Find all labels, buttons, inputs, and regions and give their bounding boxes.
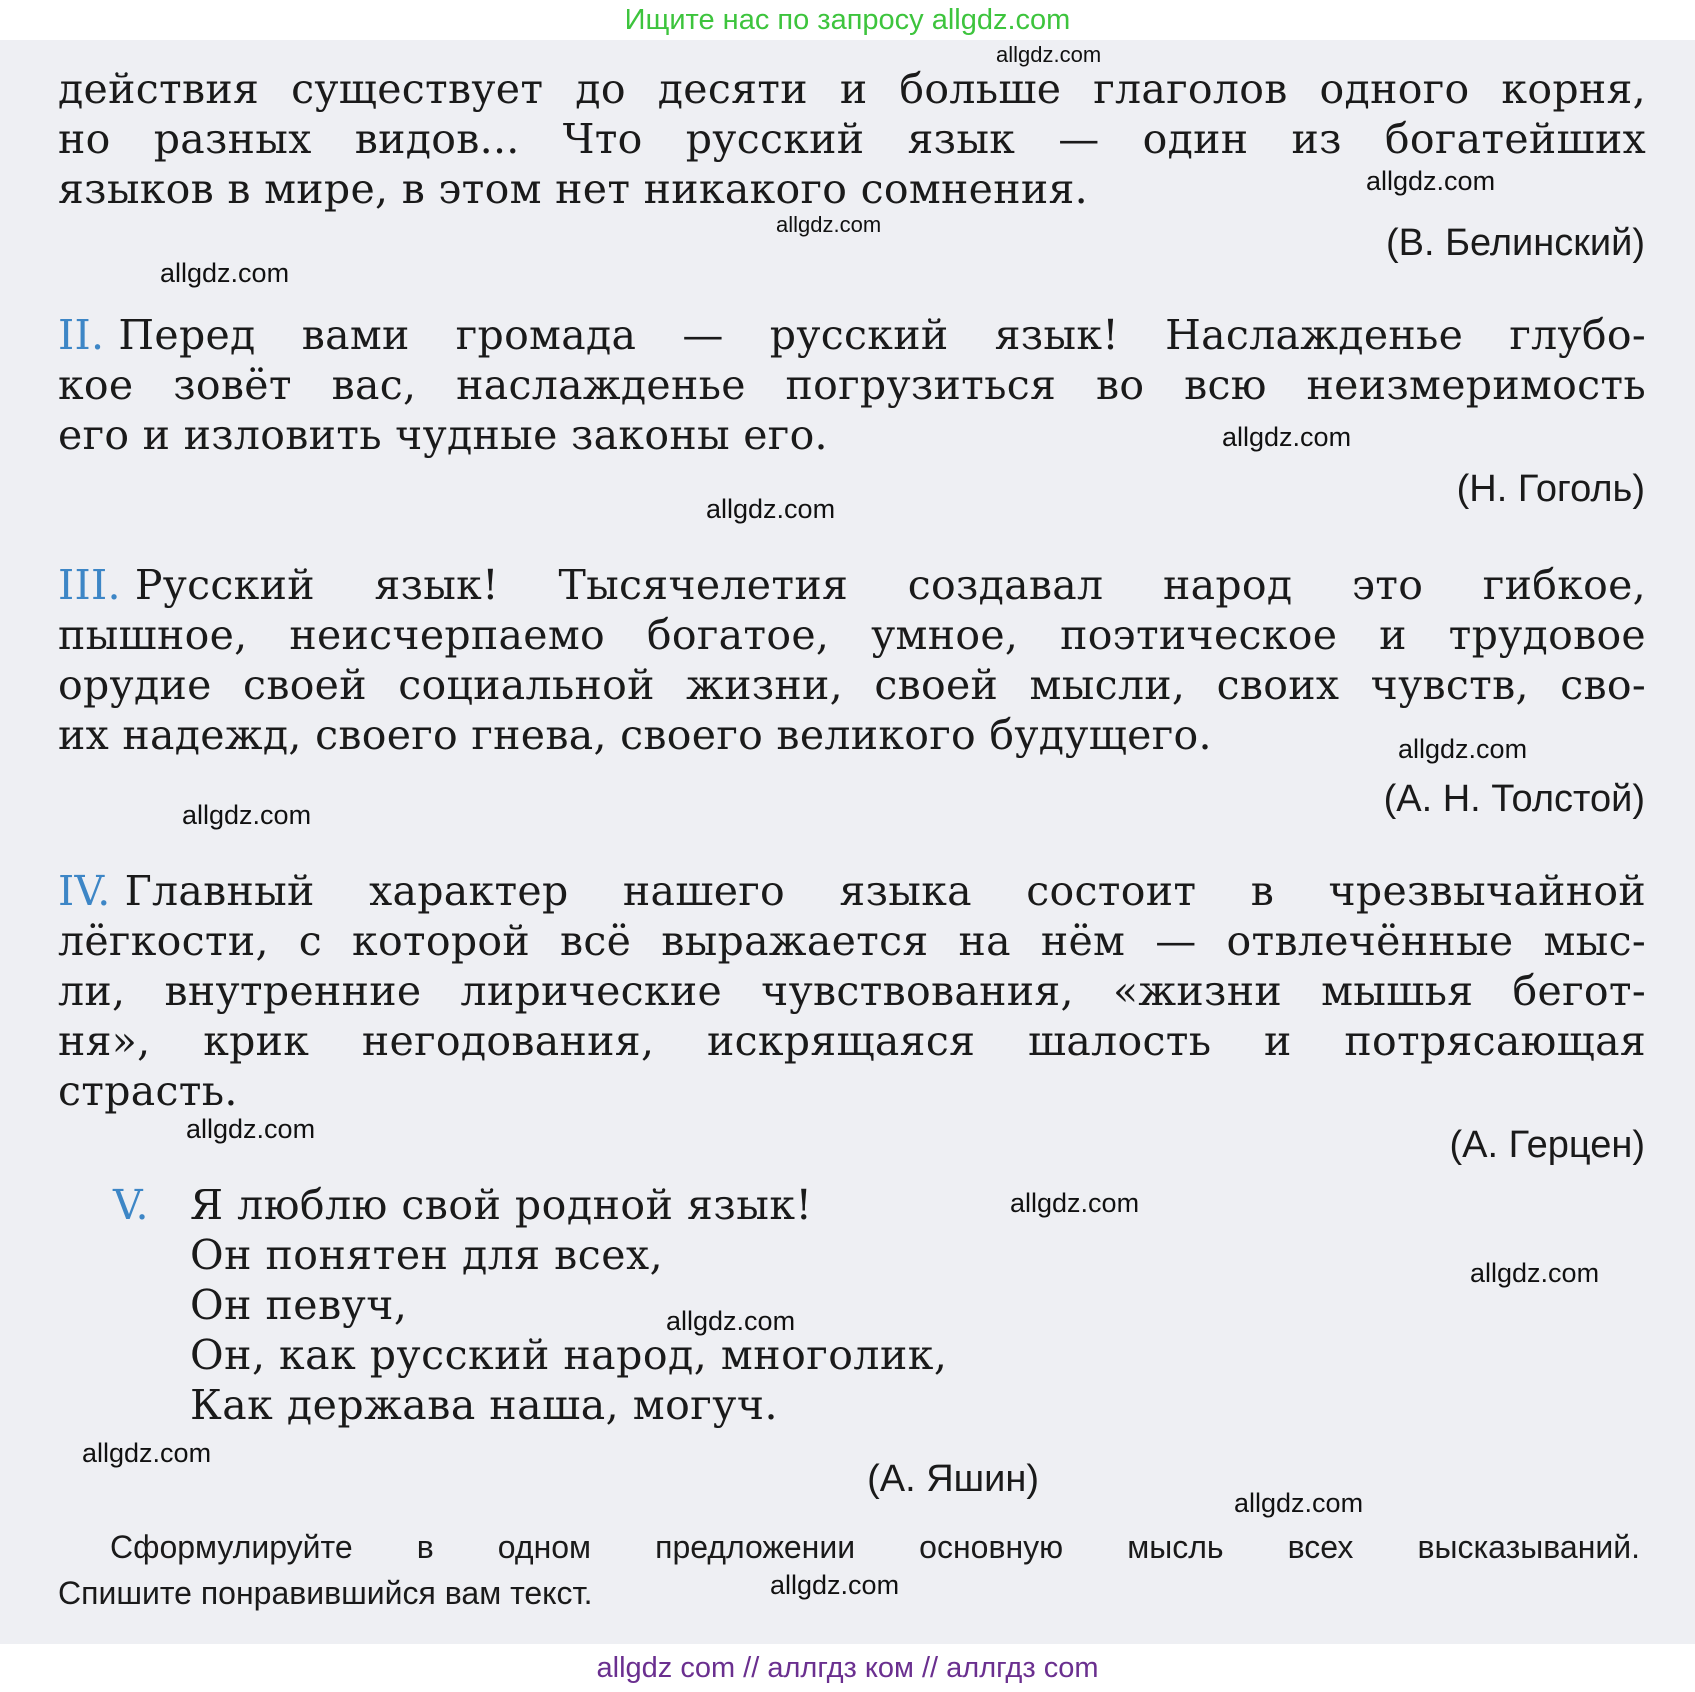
quote-4-numeral: IV. <box>58 867 111 915</box>
watermark: allgdz.com <box>776 212 882 237</box>
bottom-banner: allgdz com // аллгдз ком // аллгдз com <box>0 1644 1695 1692</box>
quote-2-author: (Н. Гоголь) <box>1456 468 1645 510</box>
quote-4-line-1 <box>58 866 1646 916</box>
top-banner: Ищите нас по запросу allgdz.com <box>0 0 1695 40</box>
quote-3-author: (А. Н. Толстой) <box>1383 778 1645 820</box>
quote-2-line-1 <box>58 310 1646 360</box>
watermark: allgdz.com <box>1398 734 1528 764</box>
watermark: allgdz.com <box>82 1438 212 1468</box>
quote-4-line-2: лёгкости, с которой всё выражается на нём — отвлечённые мыс- <box>58 917 1646 965</box>
watermark: allgdz.com <box>1470 1258 1600 1288</box>
quote-4-author: (А. Герцен) <box>1449 1124 1645 1166</box>
poem-line-4: Он, как русский народ, многолик, <box>190 1331 948 1379</box>
quote-4-line-3: ли, внутренние лирические чувствования, «жизни мышья бегот- <box>58 967 1646 1015</box>
quote-2-numeral: II. <box>58 311 105 359</box>
watermark: allgdz.com <box>182 800 312 830</box>
quote-3-line-4: их надежд, своего гнева, своего великого будущего. <box>58 711 1212 759</box>
watermark: allgdz.com <box>770 1570 900 1600</box>
quote-4-line-1-text: Главный характер нашего языка состоит в чрезвычайной <box>124 867 1646 915</box>
poem-line-2: Он понятен для всех, <box>190 1231 664 1279</box>
watermark: allgdz.com <box>1234 1488 1364 1518</box>
poem-line-3: Он певуч, <box>190 1281 408 1329</box>
quote-2-line-1-text: Перед вами громада — русский язык! Наслажденье глубо- <box>118 311 1646 359</box>
quote-3-line-1-text: Русский язык! Тысячелетия создавал народ это гибкое, <box>134 561 1646 609</box>
poem-line-5: Как держава наша, могуч. <box>190 1381 779 1429</box>
poem-author: (А. Яшин) <box>867 1458 1039 1500</box>
watermark: allgdz.com <box>1222 422 1352 452</box>
poem-line-1: Я люблю свой родной язык! <box>190 1181 813 1229</box>
watermark: allgdz.com <box>160 258 290 288</box>
watermark: allgdz.com <box>996 42 1102 67</box>
quote-3-line-2: пышное, неисчерпаемо богатое, умное, поэтическое и трудовое <box>58 611 1646 659</box>
watermark: allgdz.com <box>1366 166 1496 196</box>
watermark: allgdz.com <box>666 1306 796 1336</box>
poem-numeral: V. <box>113 1181 149 1229</box>
quote-1-line-2: но разных видов... Что русский язык — один из богатейших <box>58 115 1646 163</box>
quote-2-line-2: кое зовёт вас, наслажденье погрузиться во всю неизмеримость <box>58 361 1646 409</box>
watermark: allgdz.com <box>706 494 836 524</box>
quote-3-line-1 <box>58 560 1646 610</box>
quote-4-line-5: страсть. <box>58 1067 238 1115</box>
quote-2-line-3: его и изловить чудные законы его. <box>58 411 828 459</box>
quote-1-line-3: языков в мире, в этом нет никакого сомнения. <box>58 165 1088 213</box>
quote-4-line-4: ня», крик негодования, искрящаяся шалость и потрясающая <box>58 1017 1646 1065</box>
watermark: allgdz.com <box>1010 1188 1140 1218</box>
quote-3-numeral: III. <box>58 561 121 609</box>
task-line-2: Спишите понравившийся вам текст. <box>58 1575 593 1611</box>
task-line-1: Сформулируйте в одном предложении основную мысль всех высказываний. <box>110 1529 1640 1565</box>
quote-1-line-1: действия существует до десяти и больше глаголов одного корня, <box>58 65 1646 113</box>
quote-3-line-3: орудие своей социальной жизни, своей мысли, своих чувств, сво- <box>58 661 1646 709</box>
quote-1-author: (В. Белинский) <box>1385 222 1645 264</box>
watermark: allgdz.com <box>186 1114 316 1144</box>
